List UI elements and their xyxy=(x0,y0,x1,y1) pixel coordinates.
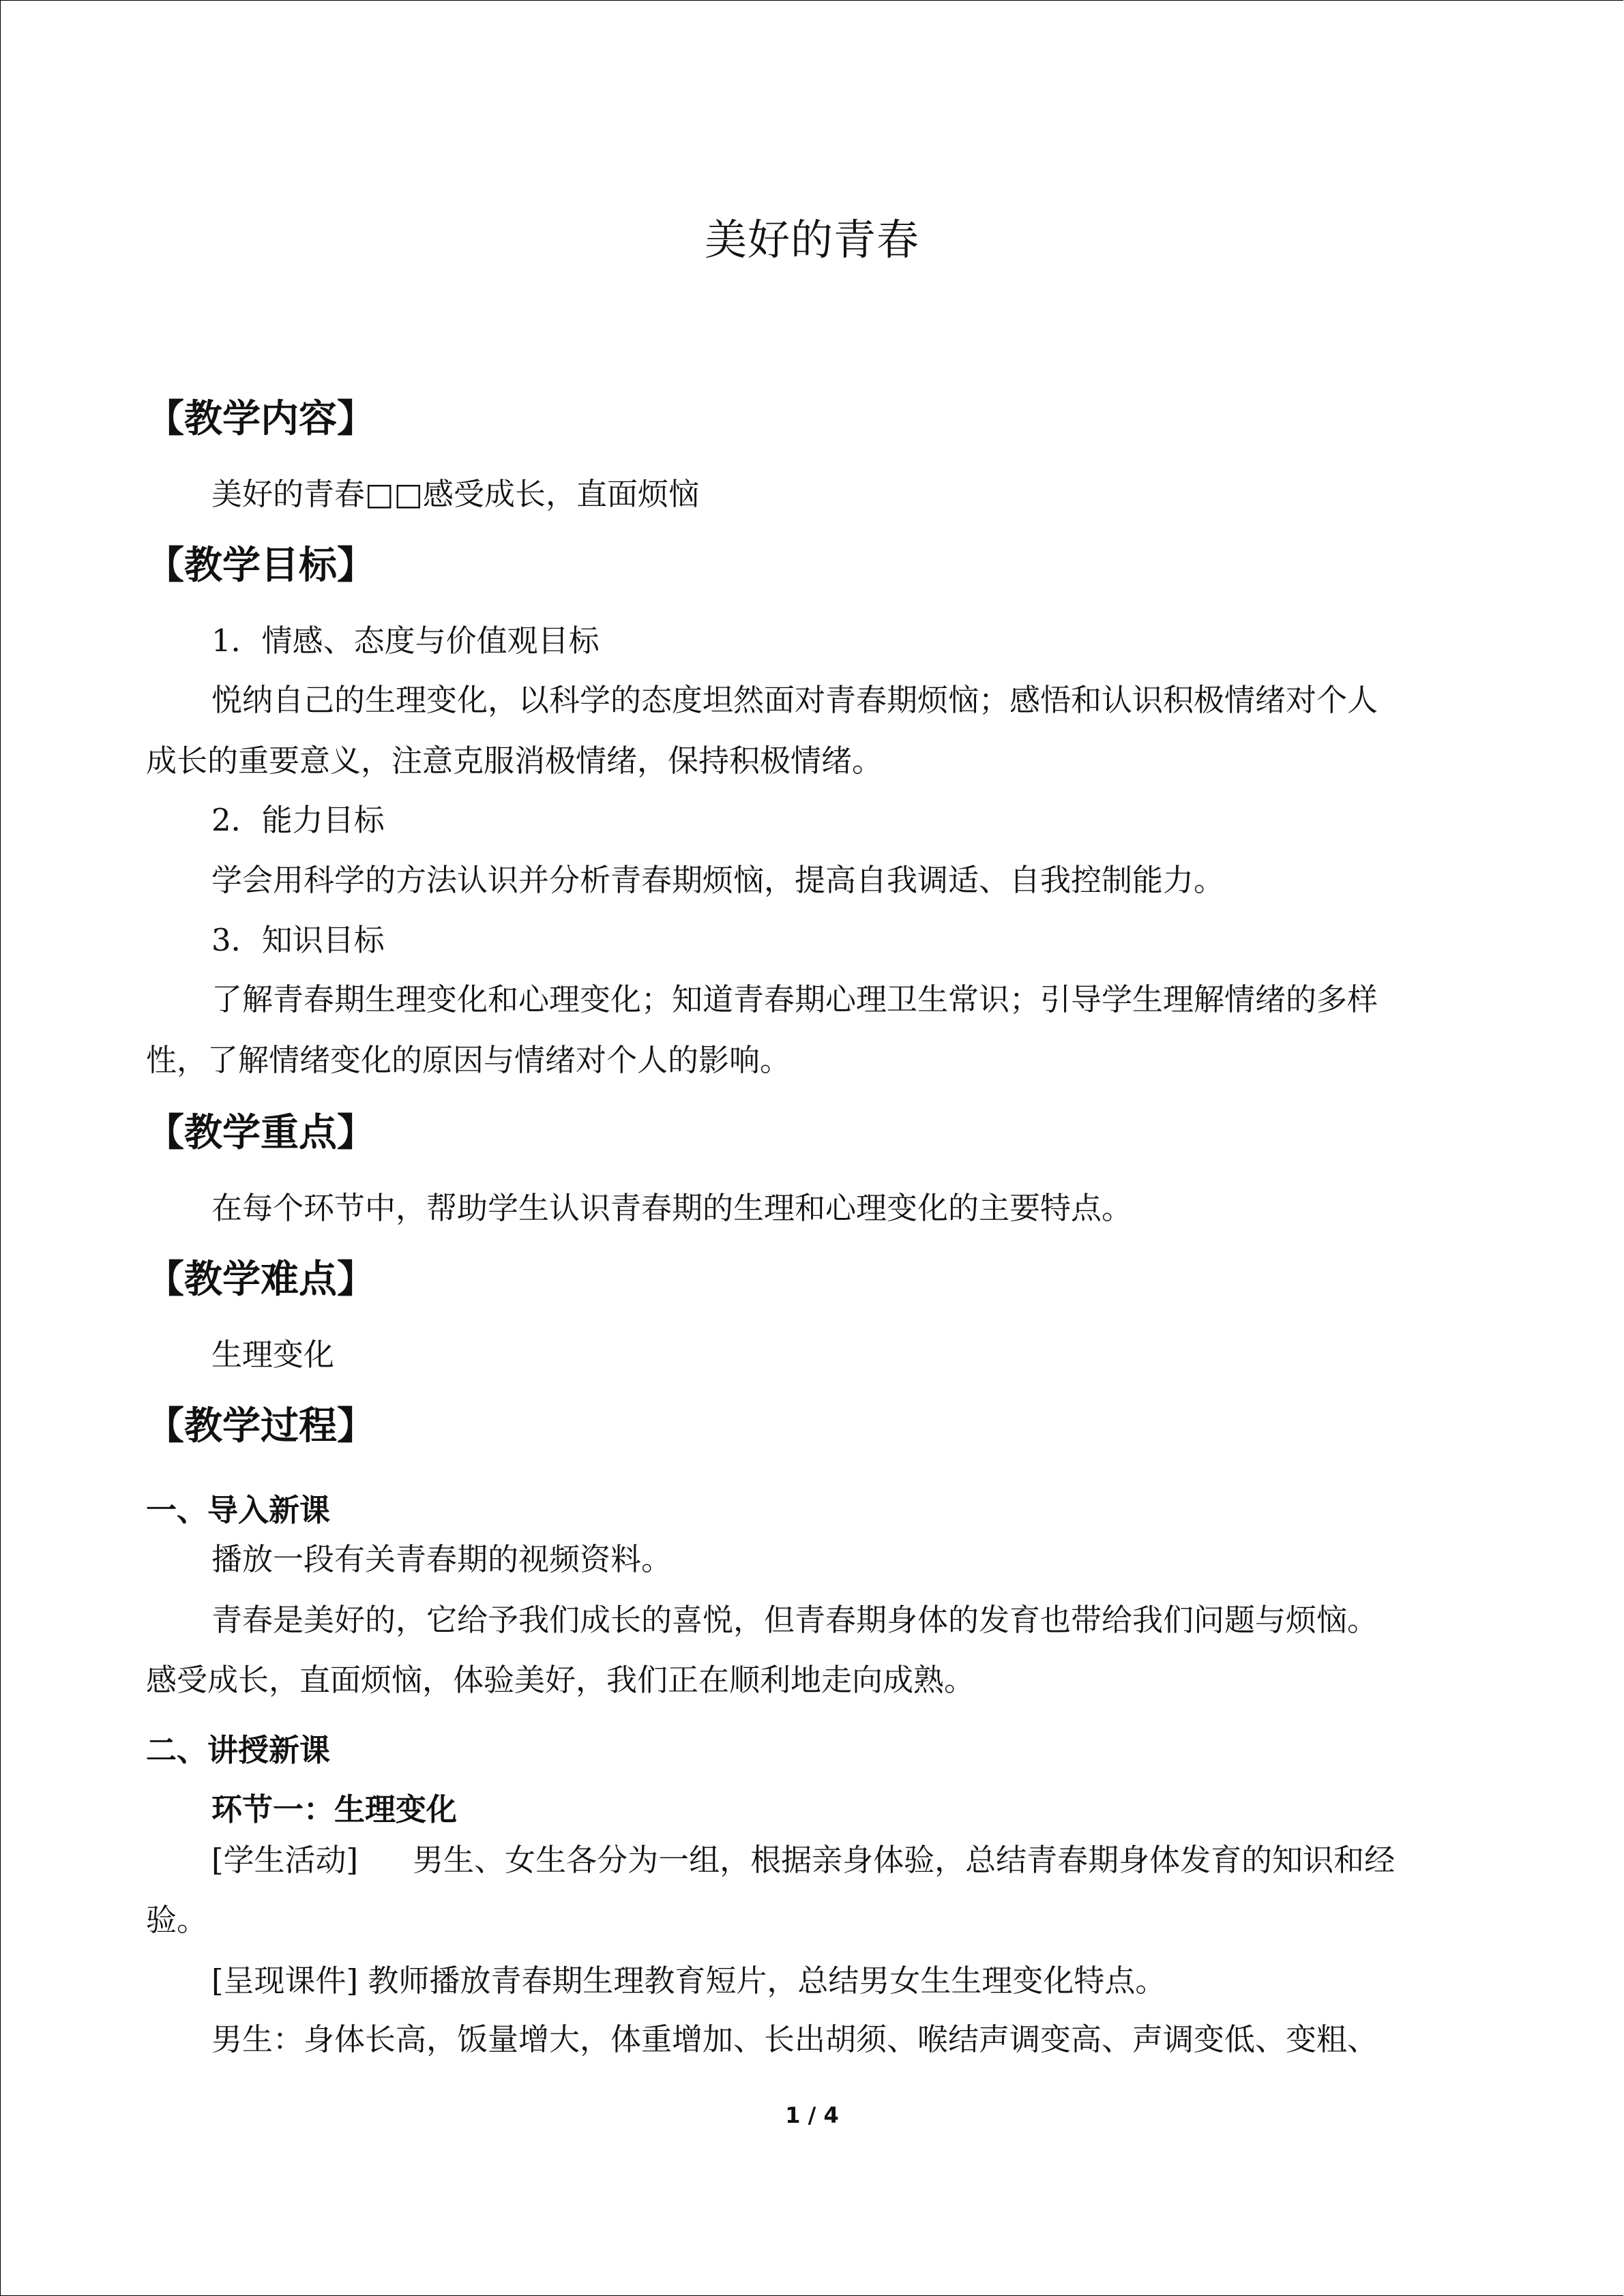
intro-text1: 播放一段有关青春期的视频资料。 xyxy=(211,1541,673,1577)
activity-tag: [学生活动] xyxy=(211,1842,359,1878)
goal3-label: 3．知识目标 xyxy=(211,922,385,958)
goal1-line2: 成长的重要意义，注意克服消极情绪，保持积极情绪。 xyxy=(146,743,883,779)
present-text: [呈现课件] 教师播放青春期生理教育短片，总结男女生生理变化特点。 xyxy=(211,1963,1166,1999)
intro-text2-line2: 感受成长，直面烦恼，体验美好，我们正在顺利地走向成熟。 xyxy=(146,1662,975,1698)
goal2-label: 2．能力目标 xyxy=(211,802,385,838)
key-text: 在每个环节中，帮助学生认识青春期的生理和心理变化的主要特点。 xyxy=(211,1190,1133,1226)
difficulty-text: 生理变化 xyxy=(211,1337,335,1373)
goal1-label: 1．情感、态度与价值观目标 xyxy=(211,623,600,659)
document-title: 美好的青春 xyxy=(704,215,919,265)
goal2-text: 学会用科学的方法认识并分析青春期烦恼，提高自我调适、自我控制能力。 xyxy=(211,862,1225,898)
activity-text: 男生、女生各分为一组，根据亲身体验，总结青春期身体发育的知识和经 xyxy=(413,1842,1396,1878)
goal3-line1: 了解青春期生理变化和心理变化；知道青春期心理卫生常识；引导学生理解情绪的多样 xyxy=(211,981,1378,1017)
goal3-line2: 性，了解情绪变化的原因与情绪对个人的影响。 xyxy=(146,1042,791,1078)
activity-line1 xyxy=(211,1842,1396,1878)
new-lesson-heading: 二、讲授新课 xyxy=(146,1732,331,1768)
goal1-line1: 悦纳自己的生理变化，以科学的态度坦然面对青春期烦恼；感悟和认识积极情绪对个人 xyxy=(211,682,1378,718)
section-heading-key: 【教学重点】 xyxy=(146,1111,375,1155)
intro-text2-line1: 青春是美好的，它给予我们成长的喜悦，但青春期身体的发育也带给我们问题与烦恼。 xyxy=(211,1602,1378,1638)
activity-line2: 验。 xyxy=(146,1902,208,1938)
section-heading-content: 【教学内容】 xyxy=(146,397,375,441)
section-heading-goals: 【教学目标】 xyxy=(146,543,375,588)
section-heading-difficulty: 【教学难点】 xyxy=(146,1257,375,1302)
link1-heading: 环节一：生理变化 xyxy=(211,1791,458,1828)
page-number: 1 / 4 xyxy=(785,2102,839,2128)
intro-heading: 一、导入新课 xyxy=(146,1492,331,1528)
content-text: 美好的青春□□感受成长，直面烦恼 xyxy=(211,476,700,512)
boys-text: 男生：身体长高，饭量增大，体重增加、长出胡须、喉结声调变高、声调变低、变粗、 xyxy=(211,2021,1378,2057)
section-heading-process: 【教学过程】 xyxy=(146,1404,375,1448)
